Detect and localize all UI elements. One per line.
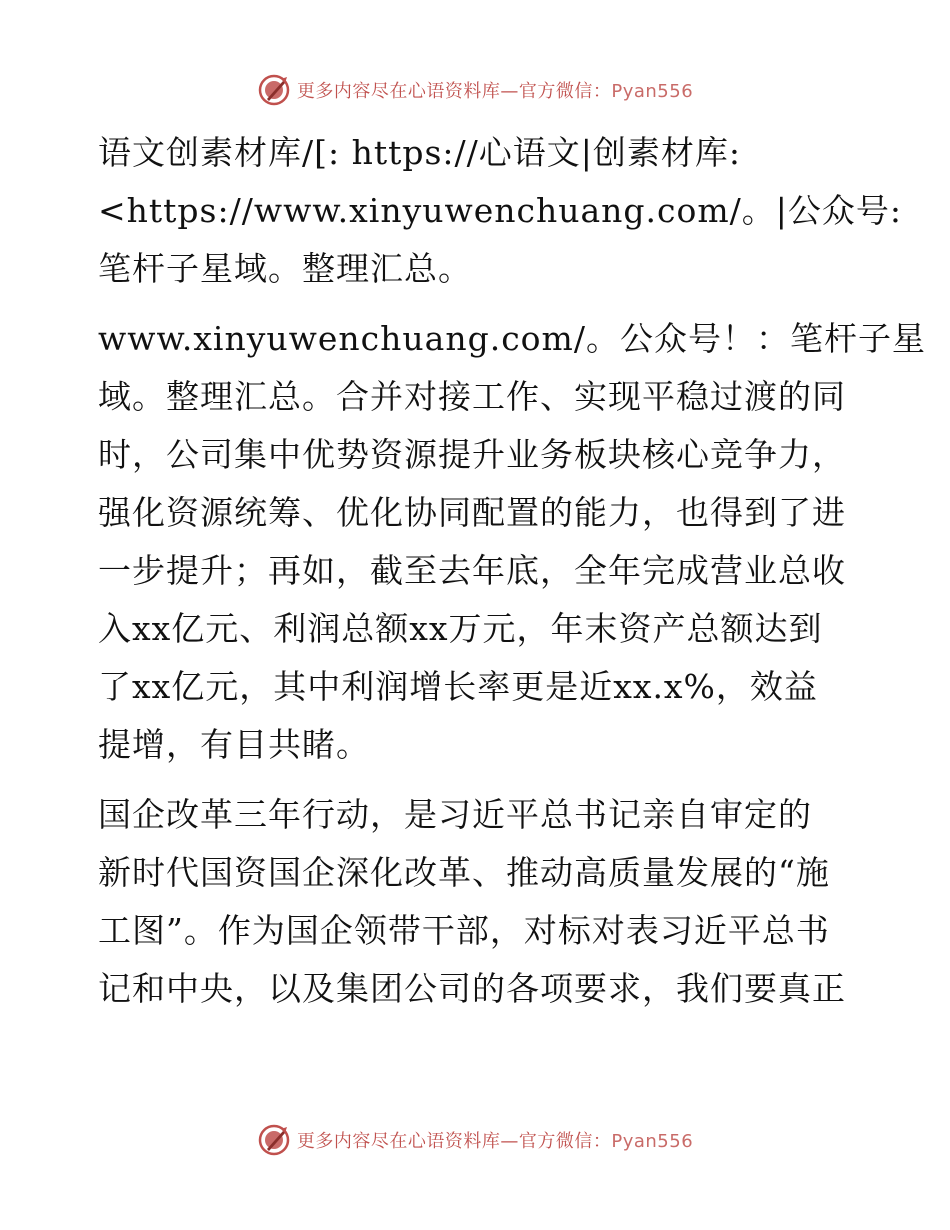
wechat-id: Pyan556 (611, 1131, 694, 1152)
paragraph-3 (98, 786, 858, 1018)
text-line: www.xinyuwenchuang.com/。公众号！：笔杆子星 (98, 319, 926, 358)
text-line: 提增，有目共睹。 (98, 725, 370, 764)
text-line: 域。整理汇总。合并对接工作、实现平稳过渡的同 (98, 377, 846, 416)
paragraph-1 (98, 124, 903, 298)
text-line: 工图”。作为国企领带干部，对标对表习近平总书 (98, 911, 830, 950)
text-line: 语文创素材库/[: https://心语文|创素材库: (98, 133, 742, 172)
text-line: 一步提升；再如，截至去年底，全年完成营业总收 (98, 551, 846, 590)
banner-text: 更多内容尽在心语资料库—官方微信：Pyan556 (296, 81, 694, 102)
paragraph-2 (98, 310, 926, 774)
header-banner (0, 70, 950, 110)
text-line: 笔杆子星域。整理汇总。 (98, 249, 472, 288)
text-line: 入xx亿元、利润总额xx万元，年末资产总额达到 (98, 609, 823, 648)
text-line: 记和中央，以及集团公司的各项要求，我们要真正 (98, 969, 846, 1008)
text-line: 新时代国资国企深化改革、推动高质量发展的“施 (98, 853, 830, 892)
text-line: <https://www.xinyuwenchuang.com/。|公众号: (98, 191, 903, 230)
footer-banner (0, 1120, 950, 1160)
wechat-id: Pyan556 (611, 81, 694, 102)
quill-seal-icon (257, 1123, 291, 1157)
text-line: 国企改革三年行动，是习近平总书记亲自审定的 (98, 795, 812, 834)
banner-text: 更多内容尽在心语资料库—官方微信：Pyan556 (296, 1131, 694, 1152)
quill-seal-icon (257, 73, 291, 107)
text-line: 时，公司集中优势资源提升业务板块核心竞争力， (98, 435, 846, 474)
text-line: 强化资源统筹、优化协同配置的能力，也得到了进 (98, 493, 846, 532)
text-line: 了xx亿元，其中利润增长率更是近xx.x%，效益 (98, 667, 818, 706)
document-body (98, 124, 926, 1018)
